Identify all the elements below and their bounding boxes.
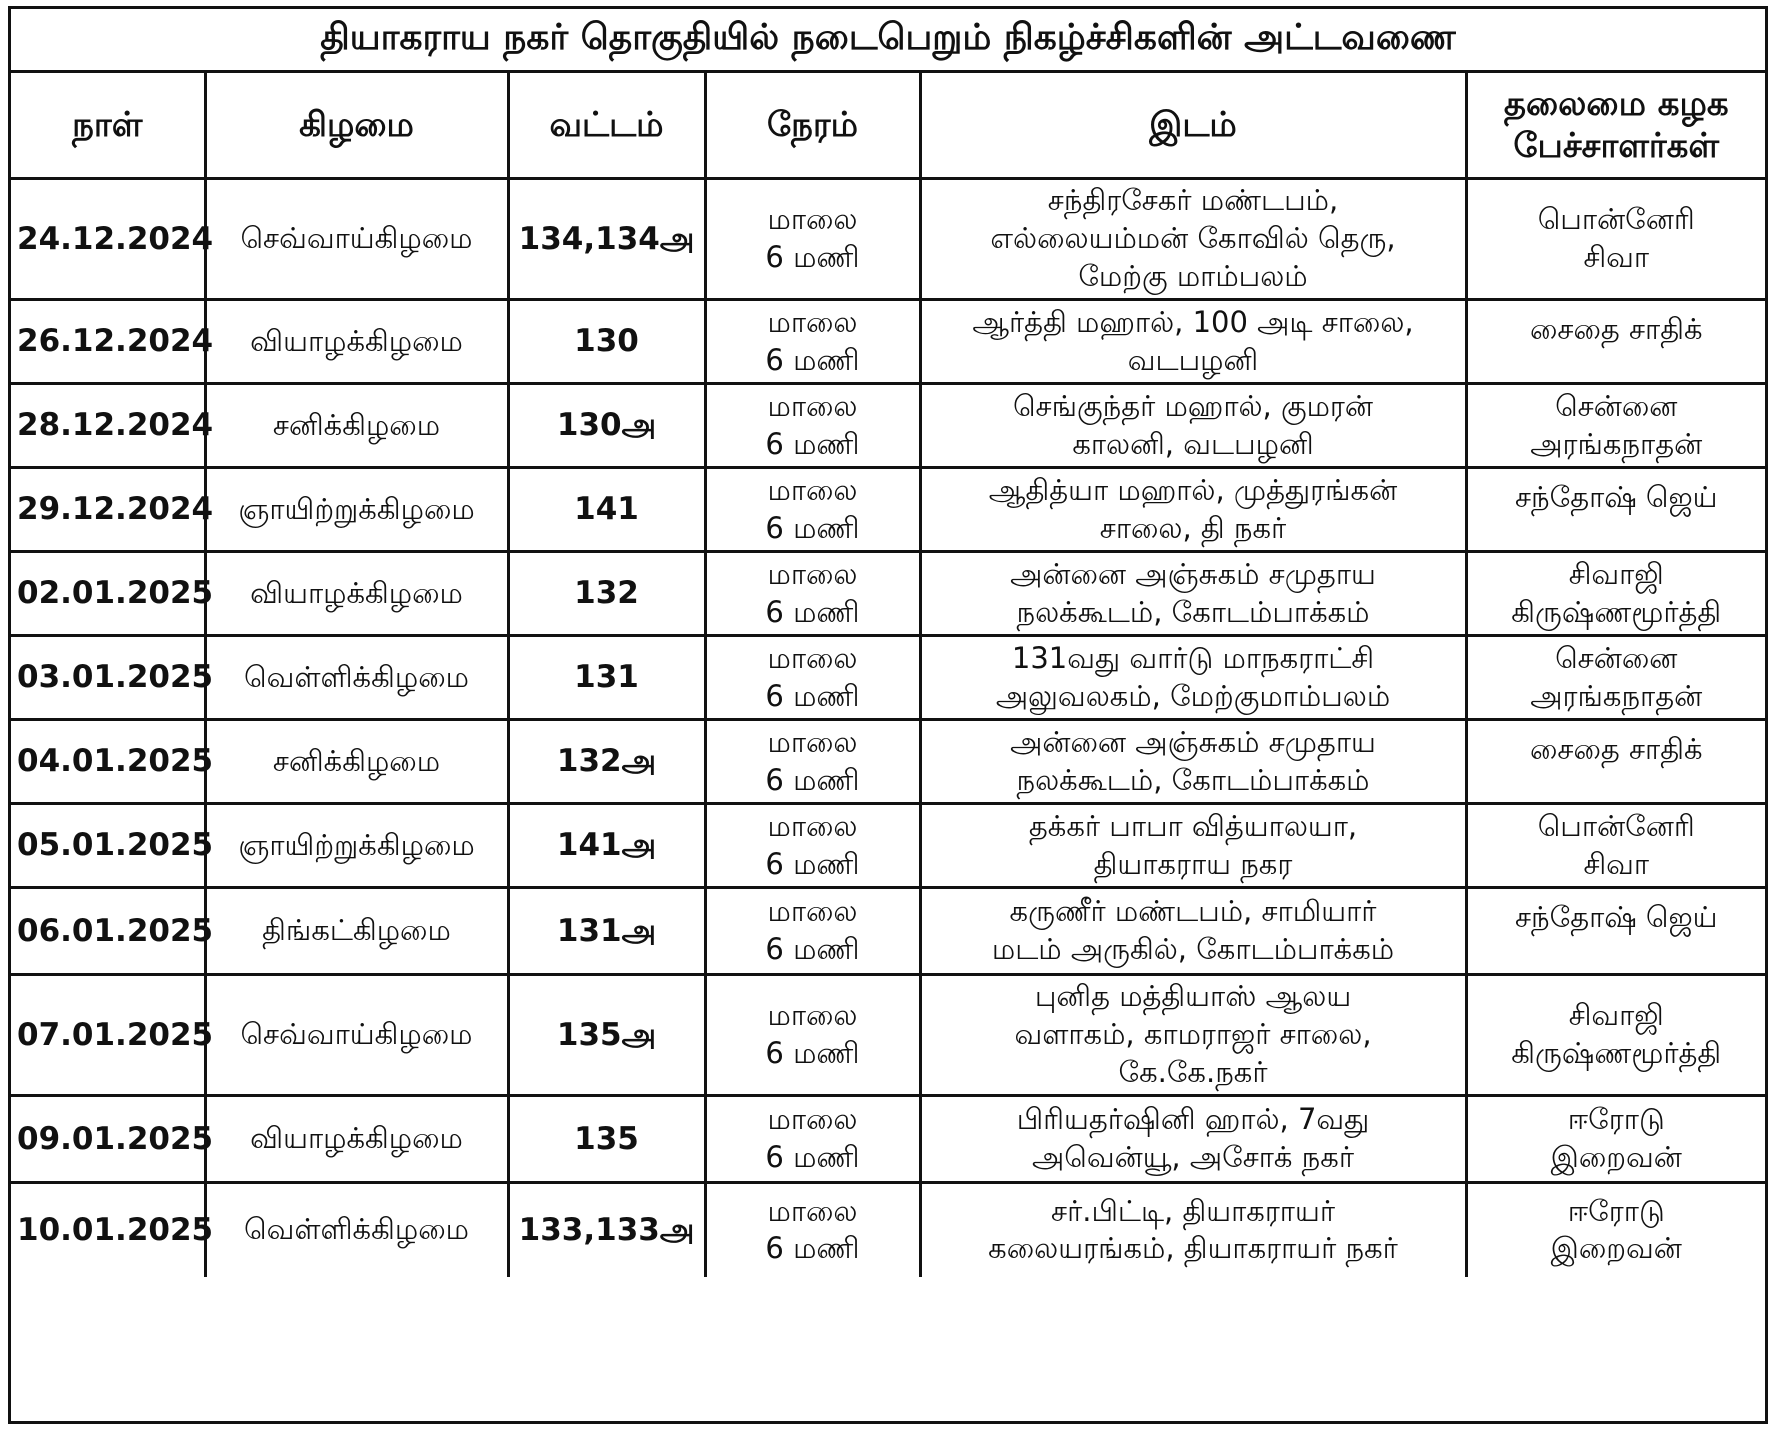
speaker-line: சைதை சாதிக் [1529, 732, 1703, 766]
ward-cell: 135 [508, 1096, 705, 1183]
time-line: மாலை [767, 724, 858, 759]
ward-cell: 130 [508, 300, 705, 384]
day-cell: வியாழக்கிழமை [205, 1096, 508, 1183]
venue-cell [920, 468, 1466, 552]
time-line: மாலை [767, 388, 858, 423]
speaker-cell [1466, 179, 1765, 300]
venue-line: செங்குந்தர் மஹால், குமரன் [1012, 388, 1374, 423]
time-line: 6 மணி [765, 342, 860, 377]
time-line: மாலை [767, 472, 858, 507]
venue-line: ஆதித்யா மஹால், முத்துரங்கன் [988, 472, 1398, 507]
venue-line: கே.கே.நகர் [1118, 1054, 1268, 1089]
venue-line: அன்னை அஞ்சுகம் சமுதாய [1010, 724, 1376, 759]
speaker-cell [1466, 804, 1765, 888]
speaker-line: பொன்னேரி [1537, 202, 1695, 237]
speaker-line: சந்தோஷ் ஜெய் [1514, 480, 1718, 514]
time-cell [705, 804, 920, 888]
speaker-line: அரங்கநாதன் [1530, 426, 1703, 461]
table-row [11, 468, 1765, 552]
time-line: 6 மணி [765, 426, 860, 461]
speaker-cell [1466, 468, 1765, 552]
time-cell [705, 975, 920, 1096]
schedule-table [11, 73, 1765, 1277]
venue-cell [920, 975, 1466, 1096]
time-line: 6 மணி [765, 678, 860, 713]
date-cell: 07.01.2025 [11, 975, 205, 1096]
speaker-cell [1466, 636, 1765, 720]
date-cell: 24.12.2024 [11, 179, 205, 300]
day-cell: ஞாயிற்றுக்கிழமை [205, 804, 508, 888]
table-row [11, 888, 1765, 975]
day-cell: வியாழக்கிழமை [205, 300, 508, 384]
date-cell: 26.12.2024 [11, 300, 205, 384]
speaker-cell [1466, 552, 1765, 636]
venue-line: நலக்கூடம், கோடம்பாக்கம் [1016, 594, 1370, 629]
venue-line: ஆர்த்தி மஹால், 100 அடி சாலை, [972, 304, 1414, 339]
venue-cell [920, 1183, 1466, 1277]
time-cell [705, 179, 920, 300]
page-title: தியாகராய நகர் தொகுதியில் நடைபெறும் நிகழ்ச்சிகளின் அட்டவணை [11, 9, 1765, 73]
date-cell: 02.01.2025 [11, 552, 205, 636]
venue-cell [920, 636, 1466, 720]
venue-line: மடம் அருகில், கோடம்பாக்கம் [991, 932, 1395, 966]
date-cell: 04.01.2025 [11, 720, 205, 804]
table-row [11, 1096, 1765, 1183]
venue-line: சர்.பிட்டி, தியாகராயர் [1051, 1193, 1335, 1228]
table-row [11, 1183, 1765, 1277]
table-row [11, 636, 1765, 720]
table-row [11, 179, 1765, 300]
header-venue: இடம் [920, 73, 1466, 179]
venue-cell [920, 300, 1466, 384]
speaker-line: ஈரோடு [1567, 1193, 1665, 1228]
venue-line: மேற்கு மாம்பலம் [1078, 258, 1308, 293]
header-speakers [1466, 73, 1765, 179]
speaker-line: ஈரோடு [1567, 1102, 1665, 1137]
time-line: மாலை [767, 304, 858, 339]
time-cell [705, 552, 920, 636]
speaker-cell [1466, 1183, 1765, 1277]
ward-cell: 134,134அ [508, 179, 705, 300]
speaker-line: சென்னை [1555, 640, 1678, 675]
venue-line: நலக்கூடம், கோடம்பாக்கம் [1016, 762, 1370, 797]
date-cell: 03.01.2025 [11, 636, 205, 720]
venue-line: காலனி, வடபழனி [1072, 426, 1314, 461]
time-line: மாலை [767, 1102, 858, 1137]
time-line: 6 மணி [765, 510, 860, 545]
speaker-cell [1466, 888, 1765, 975]
venue-cell [920, 720, 1466, 804]
date-cell: 10.01.2025 [11, 1183, 205, 1277]
time-cell [705, 1183, 920, 1277]
time-line: மாலை [767, 808, 858, 843]
speaker-line: சிவாஜி [1568, 556, 1664, 591]
ward-cell: 141 [508, 468, 705, 552]
header-row [11, 73, 1765, 179]
speaker-line: சிவா [1583, 846, 1650, 881]
time-line: மாலை [767, 640, 858, 675]
ward-cell: 131 [508, 636, 705, 720]
header-speakers-line: தலைமை கழக [1503, 83, 1729, 124]
time-cell [705, 636, 920, 720]
venue-cell [920, 384, 1466, 468]
time-line: 6 மணி [765, 932, 860, 966]
speaker-line: சந்தோஷ் ஜெய் [1514, 900, 1718, 934]
time-line: மாலை [767, 556, 858, 591]
time-line: 6 மணி [765, 594, 860, 629]
time-line: 6 மணி [765, 846, 860, 881]
venue-cell [920, 552, 1466, 636]
venue-cell [920, 888, 1466, 975]
venue-line: சந்திரசேகர் மண்டபம், [1047, 183, 1339, 218]
day-cell: வெள்ளிக்கிழமை [205, 636, 508, 720]
ward-cell: 133,133அ [508, 1183, 705, 1277]
ward-cell: 132 [508, 552, 705, 636]
speaker-line: பொன்னேரி [1537, 808, 1695, 843]
date-cell: 06.01.2025 [11, 888, 205, 975]
speaker-cell [1466, 975, 1765, 1096]
time-cell [705, 888, 920, 975]
speaker-line: சிவாஜி [1568, 998, 1664, 1033]
venue-line: அன்னை அஞ்சுகம் சமுதாய [1010, 556, 1376, 591]
date-cell: 29.12.2024 [11, 468, 205, 552]
venue-line: கருணீர் மண்டபம், சாமியார் [1009, 894, 1377, 929]
time-line: 6 மணி [765, 762, 860, 797]
time-cell [705, 468, 920, 552]
time-cell [705, 720, 920, 804]
ward-cell: 131அ [508, 888, 705, 975]
day-cell: வியாழக்கிழமை [205, 552, 508, 636]
venue-line: தியாகராய நகர [1093, 846, 1293, 881]
day-cell: சனிக்கிழமை [205, 720, 508, 804]
header-speakers-line: பேச்சாளர்கள் [1513, 126, 1720, 166]
speaker-cell [1466, 384, 1765, 468]
venue-line: வளாகம், காமராஜர் சாலை, [1014, 1017, 1372, 1052]
speaker-line: கிருஷ்ணமூர்த்தி [1511, 1036, 1722, 1070]
schedule-sheet [8, 6, 1768, 1424]
time-cell [705, 300, 920, 384]
ward-cell: 130அ [508, 384, 705, 468]
table-row [11, 720, 1765, 804]
time-line: 6 மணி [765, 1036, 860, 1070]
day-cell: ஞாயிற்றுக்கிழமை [205, 468, 508, 552]
venue-line: புனித மத்தியாஸ் ஆலய [1034, 979, 1352, 1014]
time-line: மாலை [767, 894, 858, 929]
venue-line: கலையரங்கம், தியாகராயர் நகர் [988, 1231, 1398, 1266]
time-line: மாலை [767, 1193, 858, 1228]
venue-cell [920, 1096, 1466, 1183]
speaker-line: சென்னை [1555, 388, 1678, 423]
venue-line: தக்கர் பாபா வித்யாலயா, [1028, 808, 1358, 843]
speaker-line: சிவா [1583, 240, 1650, 274]
time-line: 6 மணி [765, 240, 860, 274]
speaker-line: அரங்கநாதன் [1530, 678, 1703, 713]
header-ward: வட்டம் [508, 73, 705, 179]
date-cell: 05.01.2025 [11, 804, 205, 888]
date-cell: 09.01.2025 [11, 1096, 205, 1183]
time-line: 6 மணி [765, 1231, 860, 1266]
ward-cell: 135அ [508, 975, 705, 1096]
speaker-line: கிருஷ்ணமூர்த்தி [1511, 594, 1722, 629]
day-cell: வெள்ளிக்கிழமை [205, 1183, 508, 1277]
speaker-cell [1466, 1096, 1765, 1183]
venue-line: சாலை, தி நகர் [1099, 510, 1287, 545]
venue-cell [920, 179, 1466, 300]
header-time: நேரம் [705, 73, 920, 179]
speaker-line: இறைவன் [1550, 1231, 1682, 1266]
ward-cell: 141அ [508, 804, 705, 888]
ward-cell: 132அ [508, 720, 705, 804]
speaker-cell [1466, 720, 1765, 804]
date-cell: 28.12.2024 [11, 384, 205, 468]
time-line: 6 மணி [765, 1140, 860, 1174]
table-row [11, 552, 1765, 636]
time-cell [705, 1096, 920, 1183]
speaker-cell [1466, 300, 1765, 384]
speaker-line: சைதை சாதிக் [1529, 312, 1703, 346]
day-cell: செவ்வாய்கிழமை [205, 975, 508, 1096]
header-date: நாள் [11, 73, 205, 179]
table-row [11, 975, 1765, 1096]
day-cell: சனிக்கிழமை [205, 384, 508, 468]
table-row [11, 300, 1765, 384]
table-row [11, 384, 1765, 468]
venue-line: பிரியதர்ஷினி ஹால், 7வது [1016, 1102, 1370, 1137]
venue-line: அலுவலகம், மேற்குமாம்பலம் [995, 678, 1391, 713]
day-cell: திங்கட்கிழமை [205, 888, 508, 975]
time-line: மாலை [767, 998, 858, 1033]
venue-line: வடபழனி [1127, 342, 1259, 377]
venue-cell [920, 804, 1466, 888]
table-row [11, 804, 1765, 888]
time-cell [705, 384, 920, 468]
day-cell: செவ்வாய்கிழமை [205, 179, 508, 300]
speaker-line: இறைவன் [1550, 1140, 1682, 1174]
time-line: மாலை [767, 202, 858, 237]
header-day: கிழமை [205, 73, 508, 179]
venue-line: 131வது வார்டு மாநகராட்சி [1011, 640, 1375, 675]
venue-line: அவென்யூ, அசோக் நகர் [1032, 1140, 1354, 1174]
venue-line: எல்லையம்மன் கோவில் தெரு, [990, 221, 1396, 256]
